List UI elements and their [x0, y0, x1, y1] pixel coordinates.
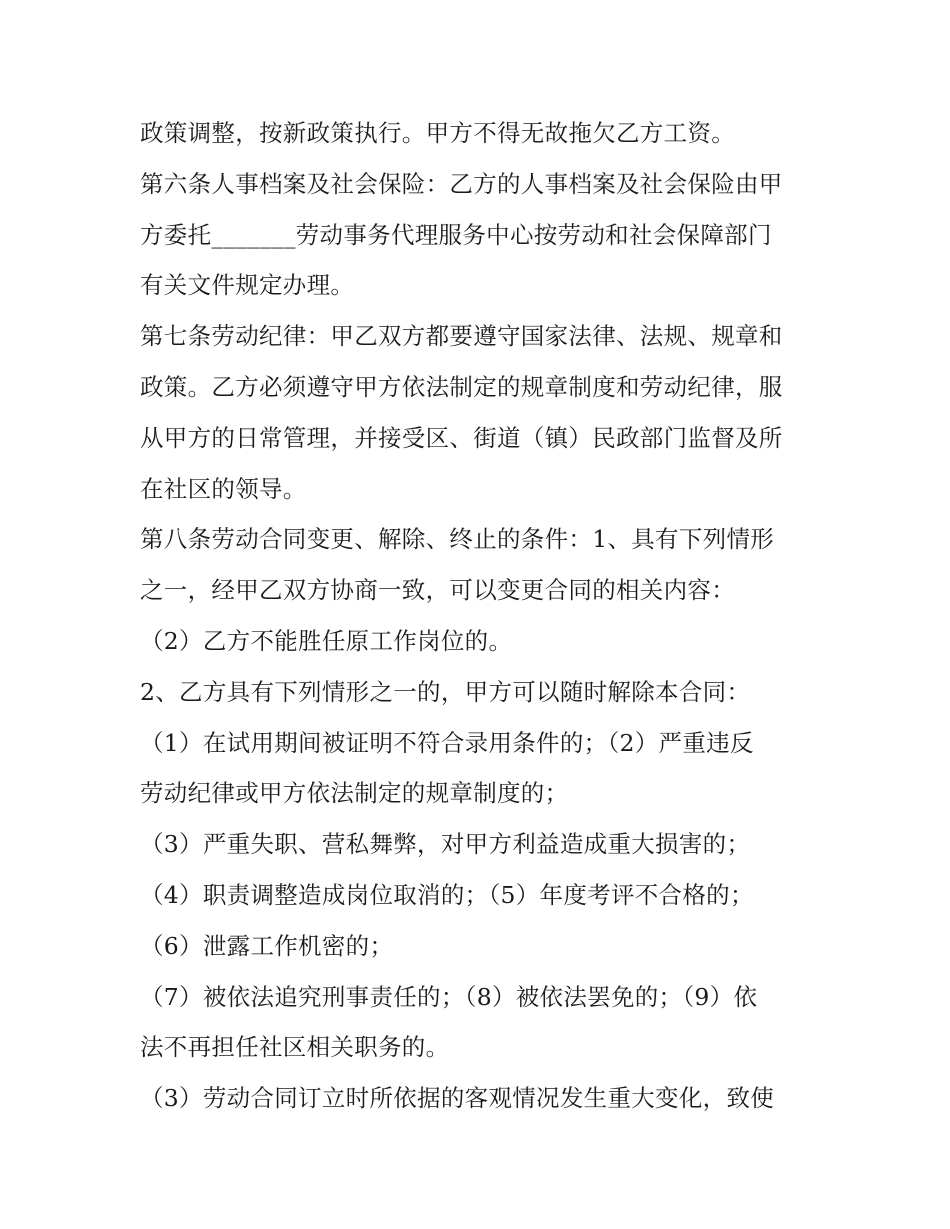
document-body: [140, 108, 820, 1124]
text-line-19: 法不再担任社区相关职务的。: [140, 1033, 450, 1062]
text-line-8: 在社区的领导。: [140, 474, 307, 503]
text-line-13: （1）在试用期间被证明不符合录用条件的；（2）严重违反: [140, 728, 754, 757]
text-line-6: 政策。乙方必须遵守甲方依法制定的规章制度和劳动纪律，服: [140, 372, 783, 401]
text-line-1: 政策调整，按新政策执行。甲方不得无故拖欠乙方工资。: [140, 119, 735, 147]
text-line-16: （4）职责调整造成岗位取消的；（5）年度考评不合格的；: [140, 880, 754, 909]
text-line-18: （7）被依法追究刑事责任的；（8）被依法罢免的；（9）依: [140, 982, 758, 1011]
text-line-15: （3）严重失职、营私舞弊，对甲方利益造成重大损害的；: [140, 830, 751, 859]
text-line-14: 劳动纪律或甲方依法制定的规章制度的；: [140, 779, 569, 808]
text-line-5: 第七条劳动纪律：甲乙双方都要遵守国家法律、法规、规章和: [140, 322, 783, 351]
text-line-9: 第八条劳动合同变更、解除、终止的条件：1、具有下列情形: [140, 525, 775, 554]
text-line-7: 从甲方的日常管理，并接受区、街道（镇）民政部门监督及所: [140, 423, 783, 452]
text-line-20: （3）劳动合同订立时所依据的客观情况发生重大变化，致使: [140, 1084, 775, 1113]
text-line-2: 第六条人事档案及社会保险：乙方的人事档案及社会保险由甲: [140, 169, 783, 198]
text-line-10: 之一，经甲乙双方协商一致，可以变更合同的相关内容：: [140, 576, 735, 605]
text-line-3: 方委托_______劳动事务代理服务中心按劳动和社会保障部门: [140, 220, 772, 249]
text-line-17: （6）泄露工作机密的；: [140, 931, 394, 960]
text-line-12: 2、乙方具有下列情形之一的，甲方可以随时解除本合同：: [140, 677, 751, 706]
text-line-11: （2）乙方不能胜任原工作岗位的。: [140, 626, 513, 655]
text-line-4: 有关文件规定办理。: [140, 271, 355, 300]
